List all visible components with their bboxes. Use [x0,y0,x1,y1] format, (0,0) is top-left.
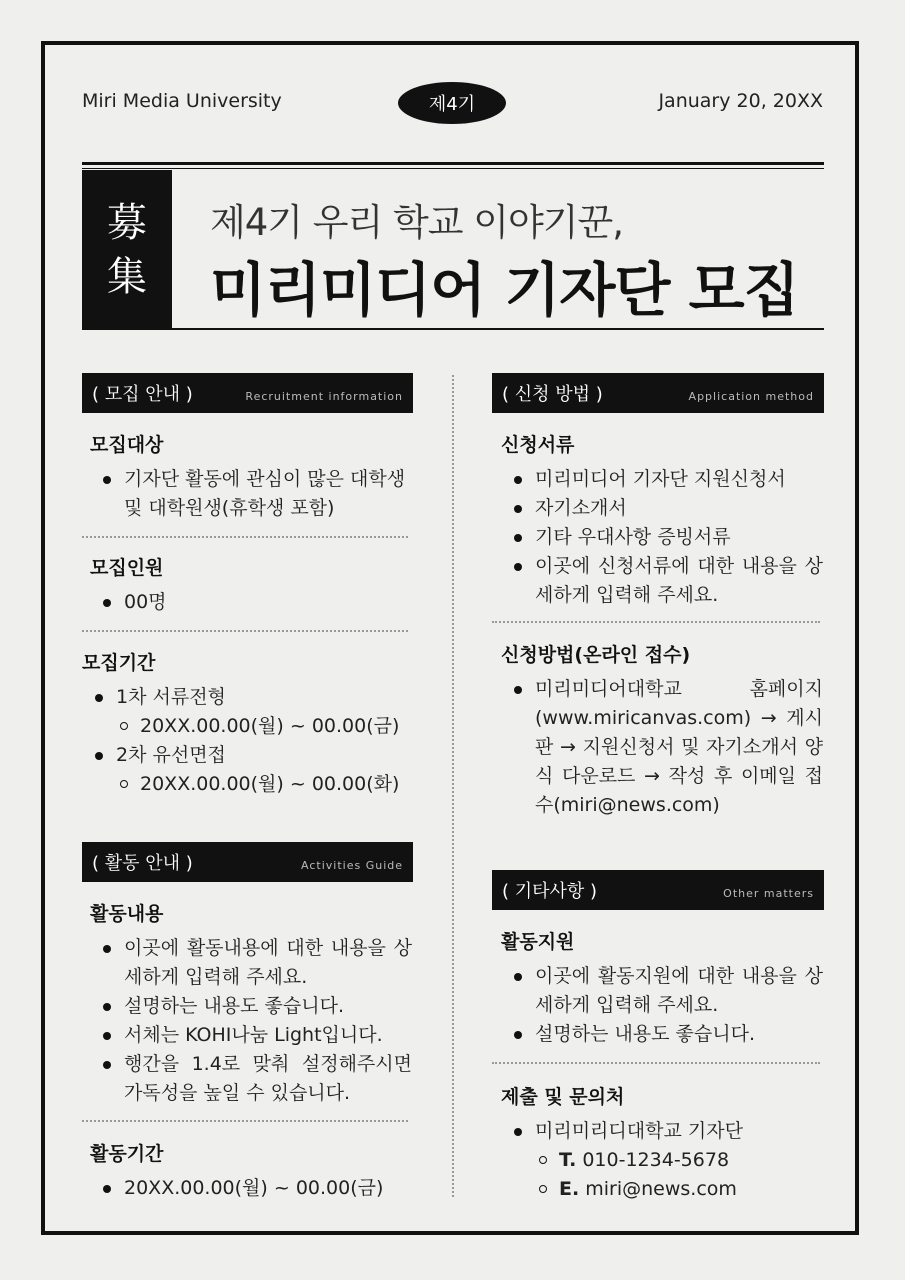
etc-contact [501,1082,823,1204]
section-title: ( 모집 안내 ) [92,384,193,405]
list-item: 미리미디어 기자단 지원신청서 [501,465,823,494]
sub-list-item: 20XX.00.00(월) ~ 00.00(화) [82,770,412,799]
hanja-bottom: 集 [107,254,147,300]
list-item: 자기소개서 [501,494,823,523]
recruit-period [82,648,412,799]
hanja-top: 募 [107,200,147,246]
list-item: 이곳에 신청서류에 대한 내용을 상세하게 입력해 주세요. [501,552,823,610]
generation-badge: 제4기 [398,82,506,124]
list-item: 20XX.00.00(월) ~ 00.00(금) [90,1174,410,1203]
list-item: 이곳에 활동지원에 대한 내용을 상세하게 입력해 주세요. [501,962,823,1020]
dotted-divider [492,1062,820,1064]
page-subtitle: 제4기 우리 학교 이야기꾼, [210,201,624,244]
email-address: miri@news.com [585,1178,737,1200]
heading: 모집인원 [90,557,164,579]
header-rule [82,162,824,165]
list-item: 이곳에 활동내용에 대한 내용을 상세하게 입력해 주세요. [90,934,412,992]
dotted-divider [82,1120,408,1122]
list-item: 미리미디어대학교 홈페이지 (www.miricanvas.com) → 게시판 → 지원신청서 및 자기소개서 양식 다운로드 → 작성 후 이메일 접수(miri@news.com) [501,675,823,820]
section-subtitle: Activities Guide [301,858,403,872]
list-item: 미리미리디대학교 기자단 [501,1117,823,1146]
heading: 제출 및 문의처 [501,1086,625,1108]
hanja-block [82,170,172,330]
etc-support [501,927,823,1049]
section-subtitle: Application method [688,389,814,403]
list-item: 서체는 KOHI나눔 Light입니다. [90,1021,412,1050]
contact-phone [501,1146,823,1175]
list-item: 기타 우대사항 증빙서류 [501,523,823,552]
section-bar-recruit [82,373,413,413]
issue-date: January 20, 20XX [658,90,823,112]
recruit-count [90,553,410,617]
dotted-divider [82,536,408,538]
contact-email [501,1175,823,1204]
email-label: E. [559,1178,580,1200]
page-title: 미리미디어 기자단 모집 [210,256,799,324]
heading: 활동기간 [90,1143,164,1165]
list-item: 설명하는 내용도 좋습니다. [501,1020,823,1049]
heading: 활동내용 [90,903,164,925]
section-subtitle: Recruitment information [245,389,403,403]
phone-label: T. [559,1149,577,1171]
list-item: 1차 서류전형 [82,683,412,712]
list-item: 2차 유선면접 [82,741,412,770]
section-bar-etc [492,870,824,910]
header-rule-thin [82,168,824,169]
list-item: 기자단 활동에 관심이 많은 대학생 및 대학원생(휴학생 포함) [90,465,410,523]
activity-content [90,899,412,1108]
section-title: ( 기타사항 ) [502,881,598,902]
heading: 신청방법(온라인 접수) [501,644,691,666]
section-title: ( 활동 안내 ) [92,853,193,874]
heading: 모집기간 [82,652,156,674]
heading: 활동지원 [501,931,575,953]
dotted-divider [82,630,408,632]
phone-number: 010-1234-5678 [582,1149,730,1171]
section-subtitle: Other matters [723,886,814,900]
heading: 신청서류 [501,434,575,456]
university-name: Miri Media University [82,90,282,112]
sub-list-item: 20XX.00.00(월) ~ 00.00(금) [82,712,412,741]
activity-period [90,1139,410,1203]
heading: 모집대상 [90,434,164,456]
apply-docs [501,430,823,610]
list-item: 행간을 1.4로 맞춰 설정해주시면 가독성을 높일 수 있습니다. [90,1050,412,1108]
column-divider [452,375,454,1197]
section-bar-activity [82,842,413,882]
section-title: ( 신청 방법 ) [502,384,603,405]
list-item: 설명하는 내용도 좋습니다. [90,992,412,1021]
dotted-divider [492,621,820,623]
title-rule [82,328,824,330]
apply-method [501,640,823,820]
list-item: 00명 [90,588,410,617]
section-bar-apply [492,373,824,413]
recruit-target [90,430,410,523]
